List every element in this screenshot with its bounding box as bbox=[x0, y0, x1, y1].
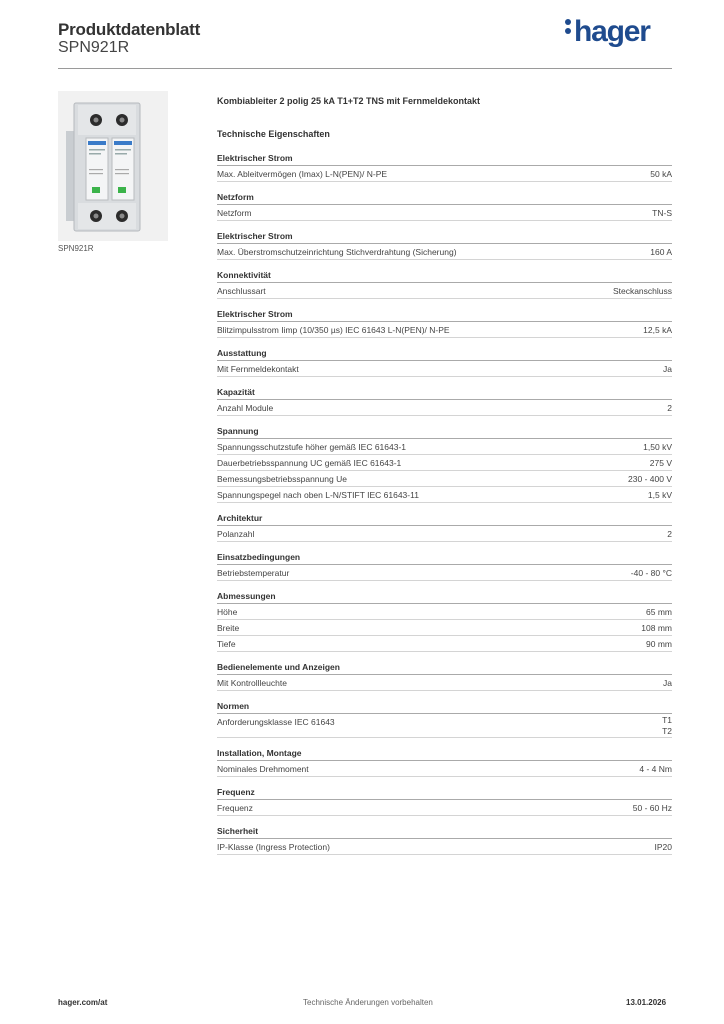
hager-logo[interactable] bbox=[565, 14, 650, 50]
spec-value-line: T2 bbox=[662, 726, 672, 736]
image-caption: SPN921R bbox=[58, 244, 94, 253]
spec-group bbox=[217, 191, 672, 221]
spec-row bbox=[217, 620, 672, 636]
spec-group-title: Abmessungen bbox=[217, 590, 672, 604]
spec-group-title: Bedienelemente und Anzeigen bbox=[217, 661, 672, 675]
spec-group-title: Kapazität bbox=[217, 386, 672, 400]
spec-group-title: Einsatzbedingungen bbox=[217, 551, 672, 565]
spec-value: Ja bbox=[663, 364, 672, 374]
spec-group-title: Installation, Montage bbox=[217, 747, 672, 761]
spec-label: Nominales Drehmoment bbox=[217, 764, 309, 774]
spec-label: Max. Ableitvermögen (Imax) L-N(PEN)/ N-PE bbox=[217, 169, 388, 179]
spec-value-line: T1 bbox=[662, 715, 672, 725]
spec-row bbox=[217, 487, 672, 503]
spec-group bbox=[217, 590, 672, 652]
spec-label: Netzform bbox=[217, 208, 252, 218]
spec-row bbox=[217, 166, 672, 182]
logo-dots-icon bbox=[565, 16, 571, 37]
surge-protector-icon bbox=[58, 91, 168, 241]
product-number: SPN921R bbox=[58, 39, 130, 56]
spec-label: Mit Fernmeldekontakt bbox=[217, 364, 299, 374]
spec-row bbox=[217, 604, 672, 620]
spec-label: Dauerbetriebsspannung UC gemäß IEC 61643-1 bbox=[217, 458, 402, 468]
spec-row bbox=[217, 636, 672, 652]
spec-row bbox=[217, 205, 672, 221]
spec-value: 2 bbox=[667, 403, 672, 413]
spec-row bbox=[217, 455, 672, 471]
spec-value: 108 mm bbox=[641, 623, 672, 633]
spec-label: Polanzahl bbox=[217, 529, 255, 539]
spec-group-title: Sicherheit bbox=[217, 825, 672, 839]
spec-value: 230 - 400 V bbox=[628, 474, 672, 484]
spec-label: Höhe bbox=[217, 607, 238, 617]
spec-label: Spannungspegel nach oben L-N/STIFT IEC 61643-11 bbox=[217, 490, 419, 500]
spec-group bbox=[217, 230, 672, 260]
spec-value: 275 V bbox=[649, 458, 672, 468]
spec-group bbox=[217, 551, 672, 581]
spec-group bbox=[217, 308, 672, 338]
spec-row bbox=[217, 471, 672, 487]
spec-group-title: Konnektivität bbox=[217, 269, 672, 283]
footer-disclaimer: Technische Änderungen vorbehalten bbox=[303, 998, 433, 1007]
spec-group-title: Architektur bbox=[217, 512, 672, 526]
spec-group bbox=[217, 700, 672, 738]
spec-row bbox=[217, 400, 672, 416]
spec-value: 12,5 kA bbox=[643, 325, 672, 335]
spec-group bbox=[217, 269, 672, 299]
spec-group bbox=[217, 152, 672, 182]
spec-value: TN-S bbox=[652, 208, 672, 218]
spec-label: Betriebstemperatur bbox=[217, 568, 290, 578]
spec-row bbox=[217, 526, 672, 542]
footer-website[interactable]: hager.com/at bbox=[58, 998, 108, 1007]
spec-group bbox=[217, 661, 672, 691]
spec-value: 1,50 kV bbox=[643, 442, 672, 452]
specifications-panel bbox=[217, 95, 672, 855]
spec-label: Blitzimpulsstrom Iimp (10/350 µs) IEC 61643 L-N(PEN)/ N-PE bbox=[217, 325, 450, 335]
spec-row bbox=[217, 361, 672, 377]
spec-row bbox=[217, 244, 672, 260]
spec-value: IP20 bbox=[654, 842, 672, 852]
spec-group bbox=[217, 425, 672, 503]
spec-group-title: Normen bbox=[217, 700, 672, 714]
spec-value: Ja bbox=[663, 678, 672, 688]
spec-row bbox=[217, 283, 672, 299]
page-title: Produktdatenblatt bbox=[58, 20, 201, 39]
spec-label: Tiefe bbox=[217, 639, 236, 649]
spec-group-title: Elektrischer Strom bbox=[217, 230, 672, 244]
spec-group bbox=[217, 386, 672, 416]
spec-groups bbox=[217, 152, 672, 855]
header-divider bbox=[58, 68, 672, 69]
spec-row bbox=[217, 761, 672, 777]
spec-label: Max. Überstromschutzeinrichtung Stichverdrahtung (Sicherung) bbox=[217, 247, 457, 257]
spec-group bbox=[217, 512, 672, 542]
spec-value: 2 bbox=[667, 529, 672, 539]
spec-value: 50 kA bbox=[650, 169, 672, 179]
surge-protector-product-image bbox=[58, 91, 168, 241]
spec-value: Steckanschluss bbox=[612, 286, 672, 296]
spec-row bbox=[217, 439, 672, 455]
spec-label: Anzahl Module bbox=[217, 403, 274, 413]
spec-row bbox=[217, 322, 672, 338]
spec-group-title: Frequenz bbox=[217, 786, 672, 800]
footer-date: 13.01.2026 bbox=[626, 998, 667, 1007]
spec-group-title: Netzform bbox=[217, 191, 672, 205]
spec-group bbox=[217, 825, 672, 855]
spec-label: Spannungsschutzstufe höher gemäß IEC 61643-1 bbox=[217, 442, 407, 452]
spec-group-title: Elektrischer Strom bbox=[217, 152, 672, 166]
spec-label: Bemessungsbetriebsspannung Ue bbox=[217, 474, 347, 484]
spec-group bbox=[217, 747, 672, 777]
spec-group-title: Elektrischer Strom bbox=[217, 308, 672, 322]
spec-label: Anschlussart bbox=[217, 286, 266, 296]
product-title: Kombiableiter 2 polig 25 kA T1+T2 TNS mit Fernmeldekontakt bbox=[217, 96, 480, 106]
technical-properties-heading: Technische Eigenschaften bbox=[217, 129, 330, 139]
spec-group bbox=[217, 786, 672, 816]
spec-value: 160 A bbox=[650, 247, 672, 257]
spec-group bbox=[217, 347, 672, 377]
spec-label: Anforderungsklasse IEC 61643 bbox=[217, 717, 335, 727]
spec-row bbox=[217, 714, 672, 738]
spec-group-title: Ausstattung bbox=[217, 347, 672, 361]
spec-group-title: Spannung bbox=[217, 425, 672, 439]
spec-label: IP-Klasse (Ingress Protection) bbox=[217, 842, 330, 852]
spec-row bbox=[217, 565, 672, 581]
spec-value: 65 mm bbox=[646, 607, 672, 617]
spec-row bbox=[217, 839, 672, 855]
spec-label: Mit Kontrollleuchte bbox=[217, 678, 287, 688]
spec-value: -40 - 80 °C bbox=[630, 568, 672, 578]
logo-text: hager bbox=[574, 15, 650, 48]
spec-row bbox=[217, 675, 672, 691]
spec-value: 1,5 kV bbox=[647, 490, 672, 500]
spec-value: 50 - 60 Hz bbox=[632, 803, 672, 813]
spec-label: Frequenz bbox=[217, 803, 253, 813]
spec-label: Breite bbox=[217, 623, 240, 633]
spec-value: 4 - 4 Nm bbox=[639, 764, 672, 774]
spec-row bbox=[217, 800, 672, 816]
spec-value: 90 mm bbox=[646, 639, 672, 649]
spec-value bbox=[662, 715, 672, 737]
